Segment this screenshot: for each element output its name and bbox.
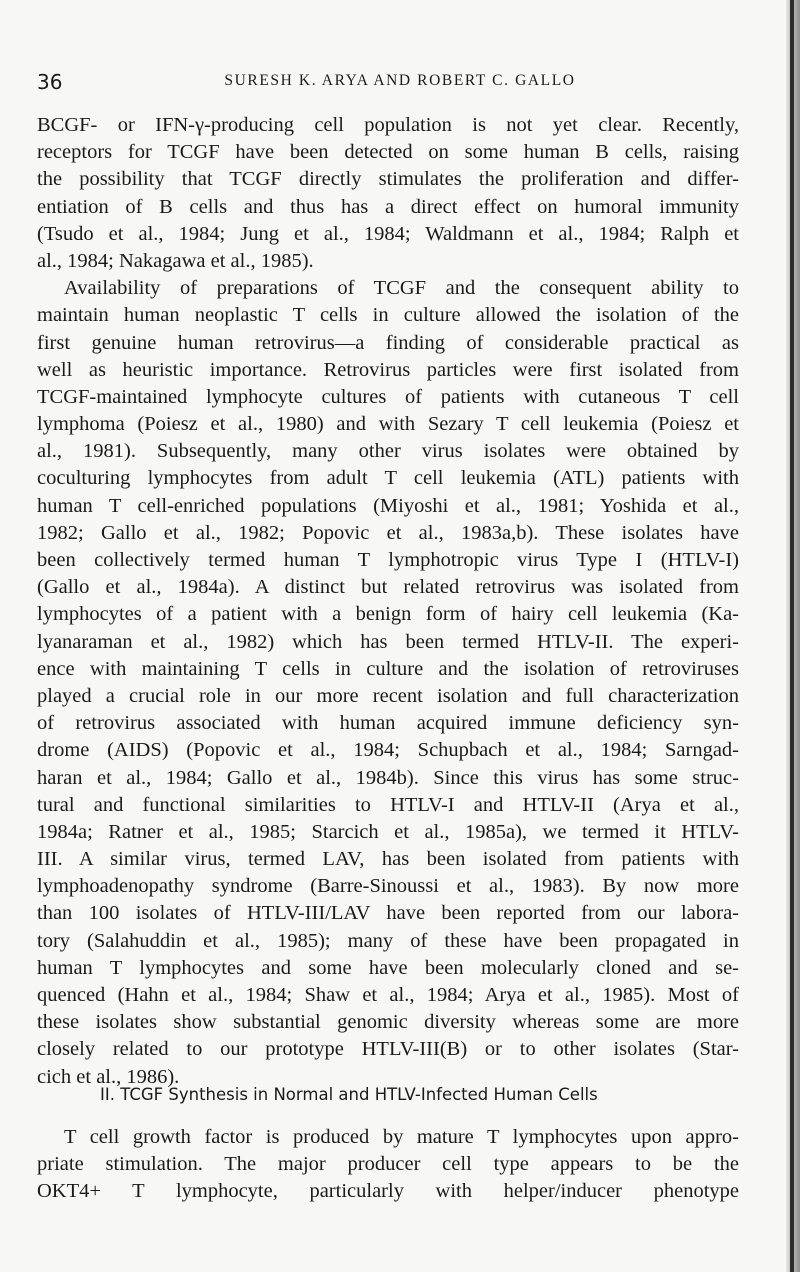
text-line: tural and functional similarities to HTLV-I and HTLV-II (Arya et al.,: [37, 793, 739, 816]
text-line: 1984a; Ratner et al., 1985; Starcich et al., 1985a), we termed it HTLV-: [37, 820, 739, 843]
text-line: receptors for TCGF have been detected on some human B cells, raising: [37, 141, 739, 164]
text-line: human T lymphocytes and some have been molecularly cloned and se-: [37, 956, 739, 979]
text-line: lyanaraman et al., 1982) which has been termed HTLV-II. The experi-: [37, 630, 739, 653]
text-line: been collectively termed human T lymphotropic virus Type I (HTLV-I): [37, 549, 739, 571]
text-line: BCGF- or IFN-γ-producing cell population is not yet clear. Recently,: [37, 114, 739, 136]
text-line: lymphoadenopathy syndrome (Barre-Sinoussi et al., 1983). By now more: [37, 875, 739, 898]
text-line: first genuine human retrovirus—a finding of considerable practical as: [37, 331, 739, 354]
text-line: entiation of B cells and thus has a direct effect on humoral immunity: [37, 195, 739, 218]
text-line: lymphocytes of a patient with a benign form of hairy cell leukemia (Ka-: [37, 603, 739, 626]
text-line: OKT4+ T lymphocyte, particularly with helper/inducer phenotype: [37, 1180, 739, 1203]
text-line: coculturing lymphocytes from adult T cell leukemia (ATL) patients with: [37, 467, 739, 490]
text-line: drome (AIDS) (Popovic et al., 1984; Schupbach et al., 1984; Sarngad-: [37, 739, 739, 762]
text-line: III. A similar virus, termed LAV, has been isolated from patients with: [37, 848, 739, 871]
text-line: Availability of preparations of TCGF and the consequent ability to: [64, 277, 739, 300]
text-line: 1982; Gallo et al., 1982; Popovic et al., 1983a,b). These isolates have: [37, 521, 739, 544]
section-text: [37, 1124, 739, 1206]
text-line: ence with maintaining T cells in culture and the isolation of retroviruses: [37, 657, 739, 680]
text-line: priate stimulation. The major producer cell type appears to be the: [37, 1153, 739, 1176]
text-line: (Tsudo et al., 1984; Jung et al., 1984; Waldmann et al., 1984; Ralph et: [37, 222, 739, 245]
page-number: 36: [37, 70, 63, 94]
text-line: al., 1984; Nakagawa et al., 1985).: [37, 249, 314, 272]
text-line: T cell growth factor is produced by mature T lymphocytes upon appro-: [64, 1126, 739, 1148]
book-spine-shadow: [790, 0, 794, 1272]
body-text: [37, 112, 739, 1091]
section-heading: II. TCGF Synthesis in Normal and HTLV-Infected Human Cells: [100, 1085, 598, 1104]
text-line: (Gallo et al., 1984a). A distinct but related retrovirus was isolated from: [37, 576, 739, 599]
text-line: human T cell-enriched populations (Miyoshi et al., 1981; Yoshida et al.,: [37, 494, 739, 517]
text-line: of retrovirus associated with human acquired immune deficiency syn-: [37, 712, 739, 735]
text-line: closely related to our prototype HTLV-III(B) or to other isolates (Star-: [37, 1038, 739, 1061]
text-line: TCGF-maintained lymphocyte cultures of patients with cutaneous T cell: [37, 385, 739, 408]
text-line: al., 1981). Subsequently, many other virus isolates were obtained by: [37, 440, 739, 463]
running-head: SURESH K. ARYA AND ROBERT C. GALLO: [224, 72, 576, 89]
text-line: cich et al., 1986).: [37, 1065, 180, 1088]
text-line: played a crucial role in our more recent isolation and full characterization: [37, 684, 739, 707]
text-line: lymphoma (Poiesz et al., 1980) and with Sezary T cell leukemia (Poiesz et: [37, 413, 739, 436]
text-line: haran et al., 1984; Gallo et al., 1984b). Since this virus has some struc-: [37, 766, 739, 789]
text-line: quenced (Hahn et al., 1984; Shaw et al., 1984; Arya et al., 1985). Most of: [37, 984, 739, 1006]
text-line: than 100 isolates of HTLV-III/LAV have been reported from our labora-: [37, 902, 739, 925]
text-line: the possibility that TCGF directly stimulates the proliferation and differ-: [37, 168, 739, 191]
text-line: these isolates show substantial genomic diversity whereas some are more: [37, 1011, 739, 1034]
text-line: maintain human neoplastic T cells in culture allowed the isolation of the: [37, 304, 739, 327]
text-line: well as heuristic importance. Retrovirus particles were first isolated from: [37, 358, 739, 381]
text-line: tory (Salahuddin et al., 1985); many of these have been propagated in: [37, 929, 739, 952]
